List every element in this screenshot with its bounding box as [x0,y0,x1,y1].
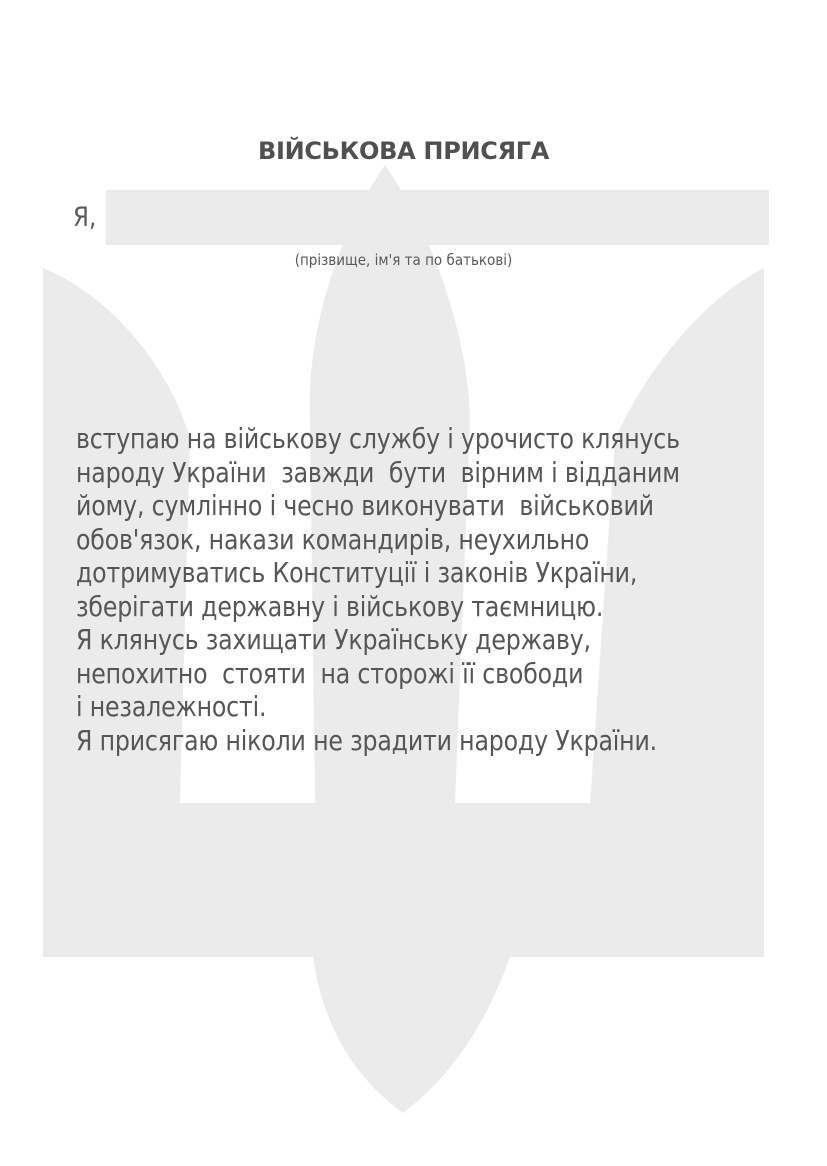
intro-prefix: Я, [73,202,97,233]
oath-line: вступаю на військову службу і урочисто клянусь [76,423,680,455]
oath-line: непохитно стояти на сторожі її свободи [76,657,584,690]
oath-line: дотримуватись Конституції і законів України, [76,557,638,589]
oath-line: і незалежності. [76,691,267,723]
oath-line: Я присягаю ніколи не зрадити народу України. [76,724,658,757]
oath-line: зберігати державну і військову таємницю. [76,590,604,623]
oath-text [76,423,776,758]
oath-line: народу України завжди бути вірним і відданим [76,456,680,489]
oath-line: йому, сумлінно і чесно виконувати військовий [76,490,654,522]
page-title: ВІЙСЬКОВА ПРИСЯГА [257,137,550,165]
oath-line: Я клянусь захищати Українську державу, [76,624,591,656]
full-name-field[interactable] [106,190,769,245]
oath-line: обов'язок, накази командирів, неухильно [76,523,590,556]
name-field-caption: (прізвище, ім'я та по батькові) [294,251,513,269]
